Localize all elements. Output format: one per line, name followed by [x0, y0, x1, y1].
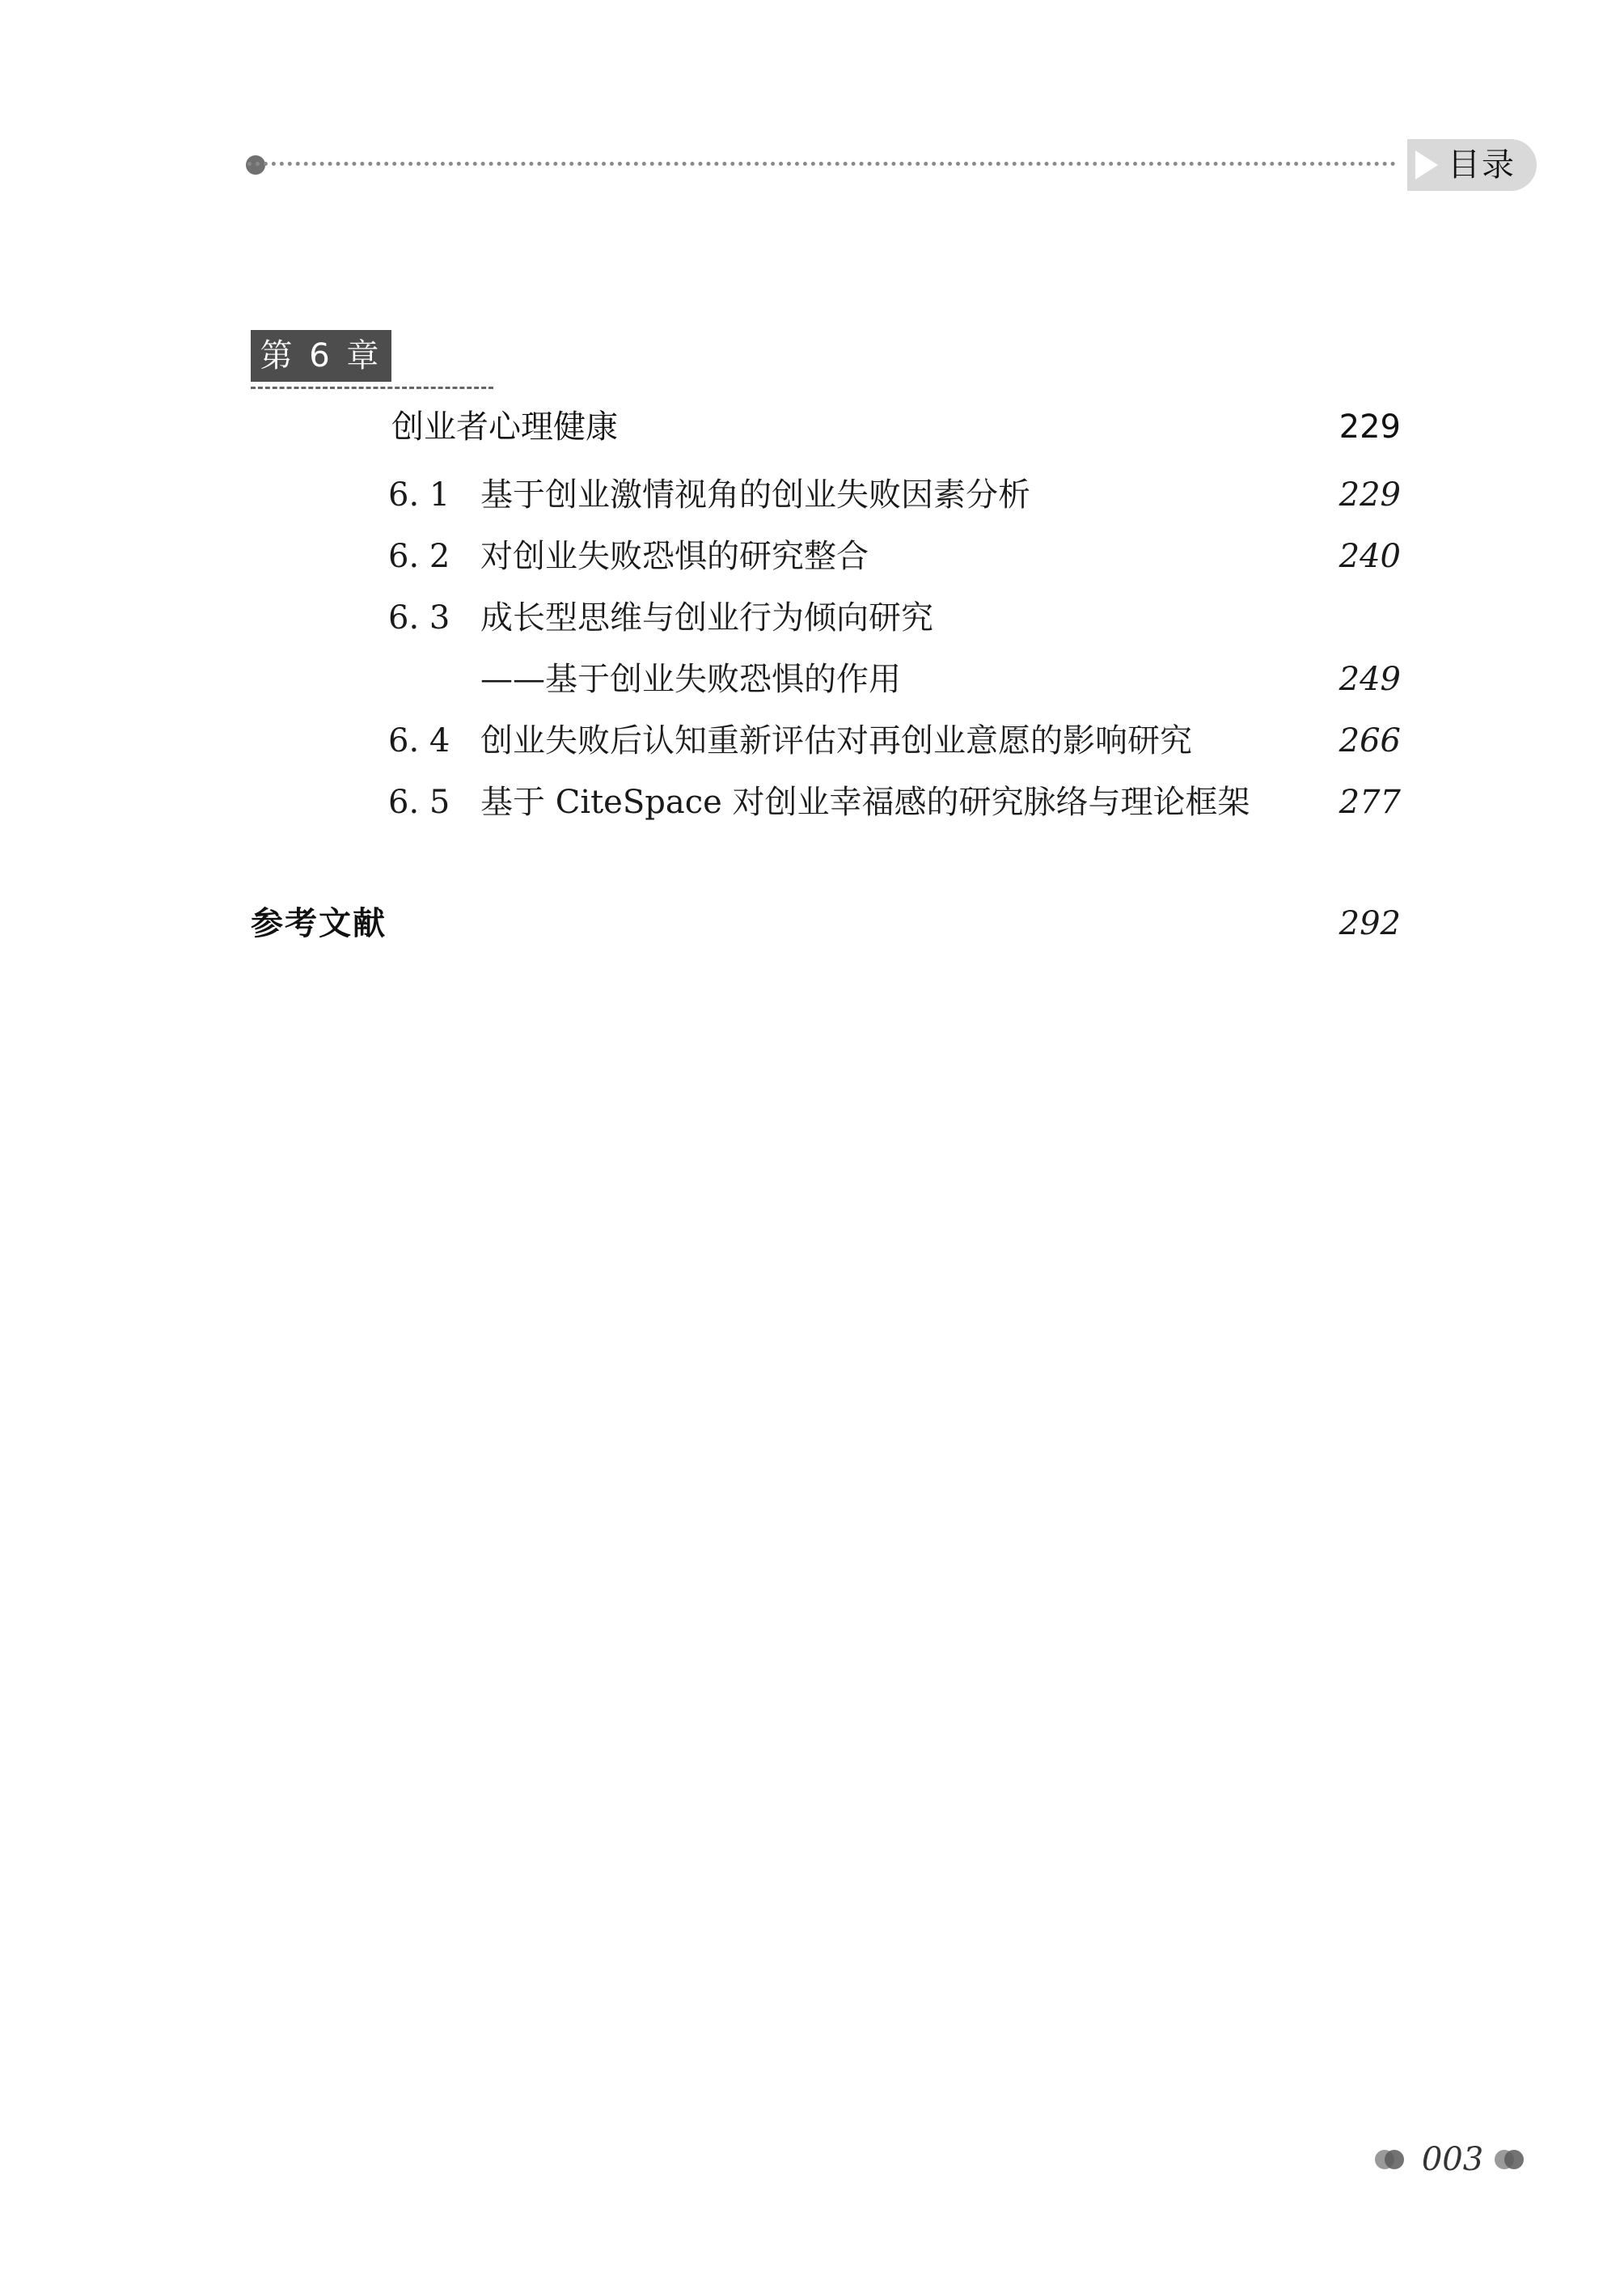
- section-page-number: 277: [1339, 784, 1401, 821]
- chapter-page-number: 229: [1339, 408, 1401, 446]
- header-dotted-rule: [247, 162, 1396, 166]
- section-subtitle: ——基于创业失败恐惧的作用: [480, 661, 901, 698]
- section-number: 6. 4: [388, 722, 450, 759]
- section-page-number: 266: [1339, 722, 1401, 759]
- toc-entry-6-2[interactable]: [388, 532, 1401, 581]
- section-title: 创业失败后认知重新评估对再创业意愿的影响研究: [480, 722, 1192, 759]
- header-tab-label: 目录: [1448, 146, 1516, 184]
- section-title: 基于 CiteSpace 对创业幸福感的研究脉络与理论框架: [480, 784, 1250, 821]
- page-number: 003: [1421, 2141, 1484, 2178]
- section-title: 基于创业激情视角的创业失败因素分析: [480, 476, 1030, 514]
- chapter-badge: 第 6 章: [251, 330, 391, 382]
- references-title[interactable]: 参考文献: [251, 905, 387, 942]
- toc-entry-6-4[interactable]: [388, 717, 1401, 765]
- footer-right-dots-icon: [1495, 2150, 1524, 2169]
- play-arrow-icon: [1415, 150, 1438, 180]
- toc-entry-6-5[interactable]: [388, 778, 1401, 827]
- toc-entry-6-1[interactable]: [388, 471, 1401, 519]
- page-footer: [1375, 2135, 1537, 2184]
- header-tab: [1407, 139, 1537, 191]
- section-page-number: 229: [1339, 476, 1401, 514]
- chapter-title[interactable]: 创业者心理健康: [391, 408, 618, 446]
- section-number: 6. 2: [388, 538, 450, 575]
- section-number: 6. 3: [388, 599, 450, 637]
- chapter-underline: [251, 387, 493, 389]
- section-title: 成长型思维与创业行为倾向研究: [480, 599, 933, 637]
- references-page-number: 292: [1339, 905, 1401, 942]
- toc-entry-6-3[interactable]: [388, 594, 1401, 642]
- section-number: 6. 1: [388, 476, 450, 514]
- section-page-number: 249: [1339, 661, 1401, 698]
- toc-entry-6-3-subtitle[interactable]: [388, 655, 1401, 704]
- section-title: 对创业失败恐惧的研究整合: [480, 538, 869, 575]
- section-number: 6. 5: [388, 784, 450, 821]
- footer-left-dots-icon: [1375, 2150, 1404, 2169]
- section-page-number: 240: [1339, 538, 1401, 575]
